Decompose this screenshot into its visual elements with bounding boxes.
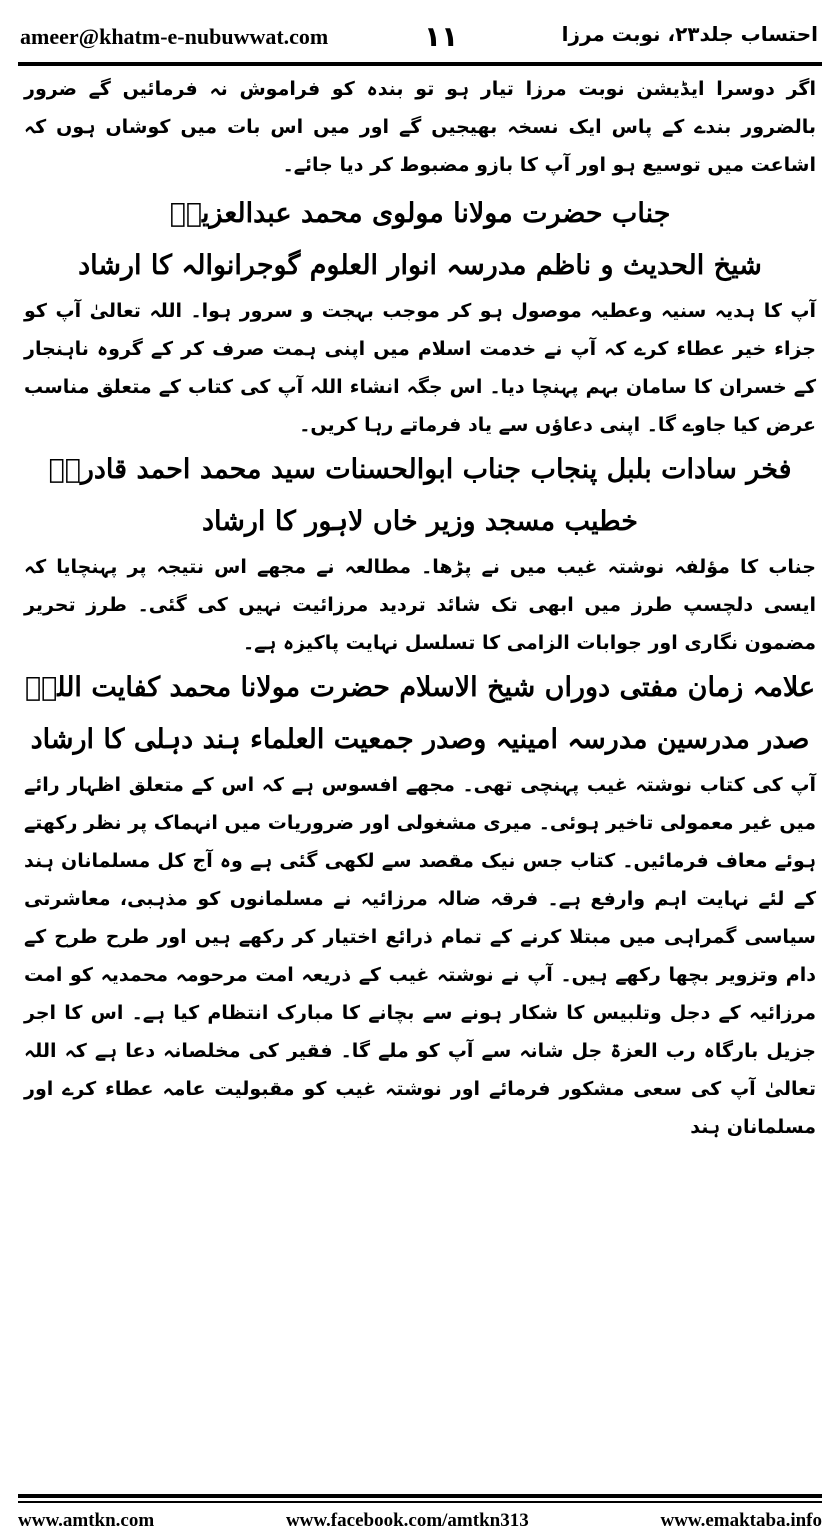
heading-4: خطیب مسجد وزیر خاں لاہور کا ارشاد: [202, 506, 638, 537]
heading-2: شیخ الحدیث و ناظم مدرسہ انوار العلوم گوجرانوالہ کا ارشاد: [78, 250, 762, 281]
footer-link-amtkn[interactable]: www.amtkn.com: [18, 1510, 155, 1531]
heading-1: جناب حضرت مولانا مولوی محمد عبدالعزیزؒ: [169, 198, 671, 229]
header-email: ameer@khatm-e-nubuwwat.com: [20, 24, 329, 49]
paragraph-1: اگر دوسرا ایڈیشن نوبت مرزا تیار ہو تو بندہ کو فراموش نہ فرمائیں گے ضرور بالضرور بندے کے پاس ایک نسخہ بھیجیں گے اور میں اس بات میں کوشاں ہوں کہ اشاعت میں توسیع ہو اور آپ کا بازو مضبوط کر دیا جائے۔: [24, 78, 816, 176]
page-header: [20, 22, 818, 58]
page-body: [24, 70, 816, 1146]
footer-link-facebook[interactable]: www.facebook.com/amtkn313: [285, 1510, 529, 1531]
paragraph-4: آپ کی کتاب نوشتہ غیب پہنچی تھی۔ مجھے افسوس ہے کہ اس کے متعلق اظہار رائے میں غیر معمولی تاخیر ہوئی۔ میری مشغولی اور ضروریات میں انہماک پر نظر رکھتے ہوئے معاف فرمائیں۔ کتاب جس نیک مقصد سے لکھی گئی ہے وہ آج کل مسلمانان ہند کے لئے نہایت اہم وارفع ہے۔ فرقہ ضالہ مرزائیہ نے مسلمانوں کو مذہبی، معاشرتی سیاسی گمراہی میں مبتلا کرنے کے تمام ذرائع اختیار کر رکھے ہیں اور طرح طرح کے دام وتزویر بچھا رکھے ہیں۔ آپ نے نوشتہ غیب کے ذریعہ امت مرحومہ محمدیہ کو امت مرزائیہ کے دجل وتلبیس کا شکار ہونے سے بچانے کا مبارک انتظام کیا ہے۔ اس کا اجر جزیل بارگاہ رب العزۃ جل شانہ سے آپ کو ملے گا۔ فقیر کی مخلصانہ دعا ہے کہ اللہ تعالیٰ آپ کی سعی مشکور فرمائے اور نوشتہ غیب کو مقبولیت عامہ عطاء کرے اور مسلمانان ہند: [24, 774, 816, 1138]
heading-3: فخر سادات بلبل پنجاب جناب ابوالحسنات سید محمد احمد قادریؒ: [48, 454, 792, 485]
paragraph-3: جناب کا مؤلفہ نوشتہ غیب میں نے پڑھا۔ مطالعہ نے مجھے اس نتیجہ پر پہنچایا کہ ایسی دلچسپ طرز میں ابھی تک شائد تردید مرزائیت نہیں کی گئی۔ طرز تحریر مضمون نگاری اور جوابات الزامی کا تسلسل نہایت پاکیزہ ہے۔: [24, 556, 816, 654]
footer-rule-thick: [18, 1494, 822, 1498]
page-number: ۱۱: [424, 20, 459, 53]
paragraph-2: آپ کا ہدیہ سنیہ وعطیہ موصول ہو کر موجب بہجت و سرور ہوا۔ اللہ تعالیٰ آپ کو جزاء خیر عطاء کرے کہ آپ نے خدمت اسلام میں اپنی ہمت صرف کر کے گروہ ناہنجار کے خسران کا سامان بہم پہنچا دیا۔ اس جگہ انشاء اللہ آپ کی کتاب کے متعلق مناسب عرض کیا جاوے گا۔ اپنی دعاؤں سے یاد فرماتے رہا کریں۔: [24, 300, 816, 436]
page-footer: [18, 1507, 822, 1535]
book-title: احتساب جلد۲۳، نوبت مرزا: [561, 22, 818, 46]
heading-6: صدر مدرسین مدرسہ امینیہ وصدر جمعیت العلماء ہند دہلی کا ارشاد: [30, 724, 810, 755]
heading-5: علامہ زمان مفتی دوراں شیخ الاسلام حضرت مولانا محمد کفایت اللہؒ: [24, 672, 816, 703]
footer-rule-thin: [18, 1501, 822, 1503]
footer-link-emaktaba[interactable]: www.emaktaba.info: [660, 1510, 822, 1531]
header-rule: [18, 62, 822, 66]
